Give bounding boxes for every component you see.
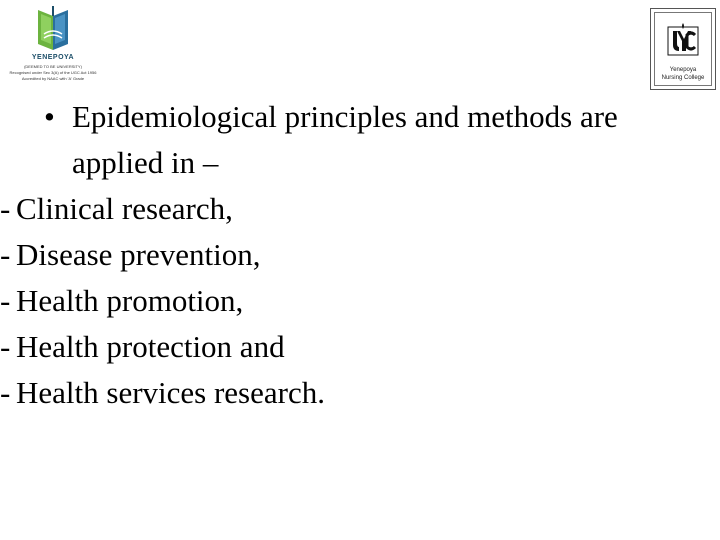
sub-item-text: Health promotion,	[16, 283, 244, 318]
college-name-line: Yenepoya	[669, 67, 697, 73]
logo-fine-print: Recognised under Sec 3(A) of the UGC Act 1956	[9, 70, 97, 75]
sub-item	[0, 324, 674, 370]
yenepoya-university-logo	[6, 4, 100, 86]
dash-marker: -	[0, 329, 11, 364]
sub-item-text: Health services research.	[16, 375, 325, 410]
nursing-college-logo	[650, 8, 716, 90]
dash-marker: -	[0, 191, 11, 226]
bullet-item	[44, 94, 674, 186]
slide-body	[0, 94, 674, 416]
sub-item	[0, 278, 674, 324]
book-shield-icon	[34, 4, 72, 52]
sub-item	[0, 186, 674, 232]
dash-marker: -	[0, 237, 11, 272]
sub-item-text: Health protection and	[16, 329, 285, 364]
sub-item-text: Clinical research,	[16, 191, 233, 226]
dash-marker: -	[0, 375, 11, 410]
logo-fine-print: Accredited by NAAC with 'A' Grade	[21, 76, 85, 81]
bullet-text: Epidemiological principles and methods are applied in –	[72, 99, 618, 180]
college-name-line: Nursing College	[661, 75, 705, 81]
sub-item	[0, 370, 674, 416]
dash-marker: -	[0, 283, 11, 318]
sub-item-text: Disease prevention,	[16, 237, 261, 272]
ync-monogram-icon	[665, 21, 701, 57]
bullet-icon: •	[44, 99, 55, 134]
logo-name: YENEPOYA	[31, 54, 75, 61]
logo-fine-print: (DEEMED TO BE UNIVERSITY)	[24, 64, 82, 69]
sub-item	[0, 232, 674, 278]
